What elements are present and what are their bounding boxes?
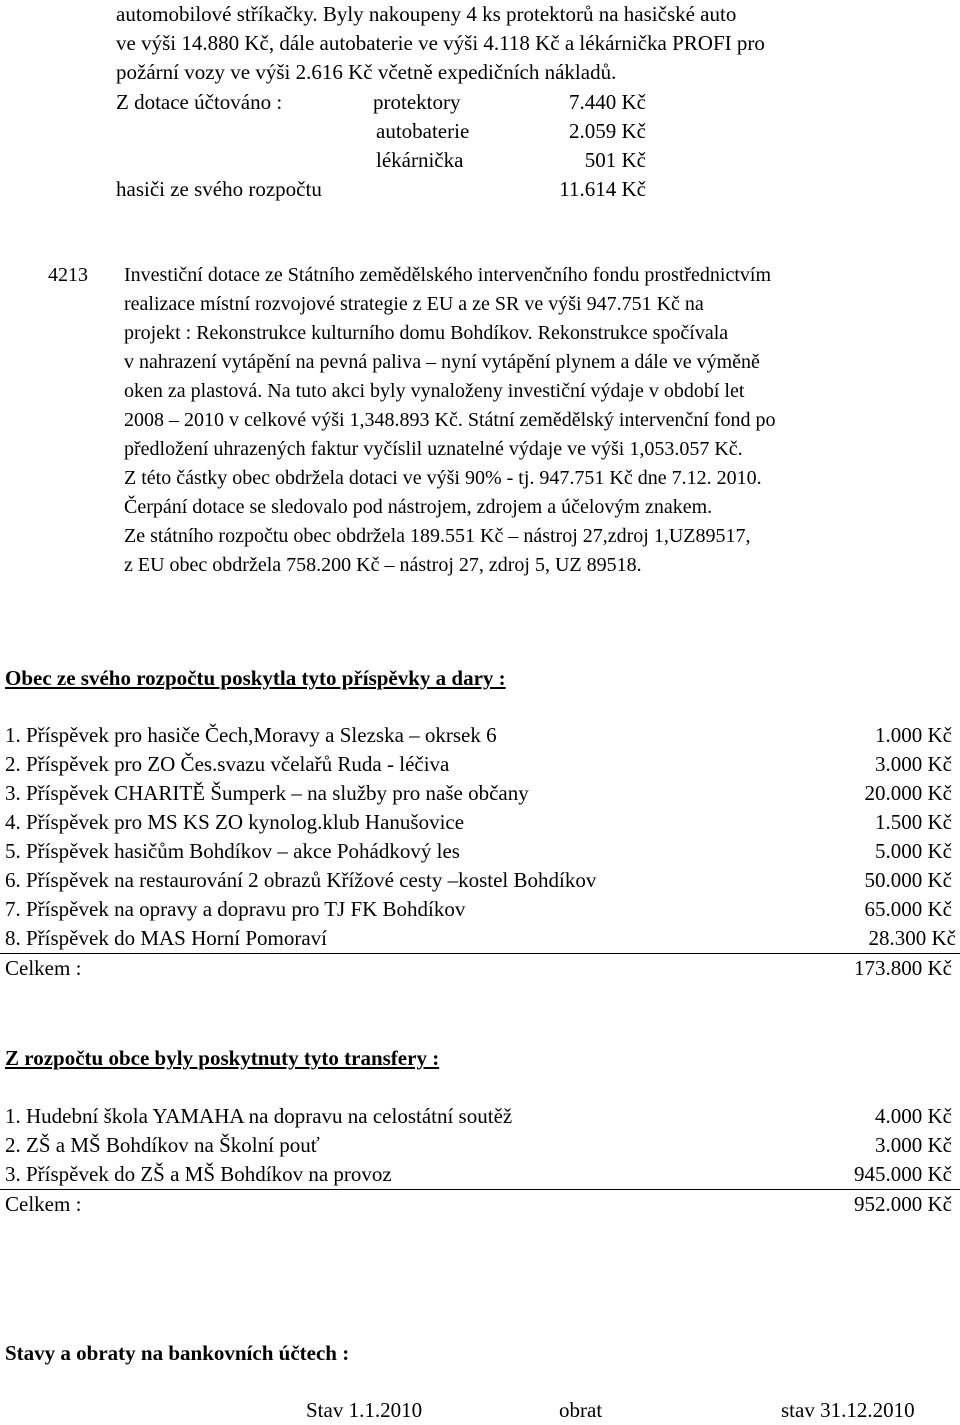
dotace-item-amount: 2.059 Kč [569,119,646,143]
section-4213-text [124,261,776,580]
item-label: 1. Příspěvek pro hasiče Čech,Moravy a Slezska – okrsek 6 [5,723,497,747]
section-line: Čerpání dotace se sledovalo pod nástrojem, zdrojem a účelovým znakem. [124,496,713,518]
section-line: realizace místní rozvojové strategie z EU a ze SR ve výši 947.751 Kč na [124,293,704,315]
item-amount: 65.000 Kč [864,897,952,921]
item-amount: 3.000 Kč [875,1133,952,1157]
item-label: 4. Příspěvek pro MS KS ZO kynolog.klub Hanušovice [5,810,465,834]
list-item [0,721,960,750]
bank-heading: Stavy a obraty na bankovních účtech : [5,1341,350,1365]
item-amount: 20.000 Kč [864,781,952,805]
list-item [0,866,960,895]
total-amount: 173.800 Kč [854,956,952,980]
list-item [0,895,960,924]
section-line: z EU obec obdržela 758.200 Kč – nástroj 27, zdroj 5, UZ 89518. [124,554,642,576]
list-item [0,837,960,866]
item-label: 5. Příspěvek hasičům Bohdíkov – akce Pohádkový les [5,839,460,863]
item-label: 2. Příspěvek pro ZO Čes.svazu včelařů Ruda - léčiva [5,752,450,776]
intro-line-3: požární vozy ve výši 2.616 Kč včetně expedičních nákladů. [116,60,617,84]
bank-column-header: obrat [559,1398,603,1422]
item-amount: 3.000 Kč [875,752,952,776]
section-line: Investiční dotace ze Státního zemědělského intervenčního fondu prostřednictvím [124,264,772,286]
list-item [0,1102,960,1131]
dotace-label: Z dotace účtováno : [116,90,283,114]
list-item [0,1131,960,1160]
item-amount: 50.000 Kč [864,868,952,892]
list-item [0,779,960,808]
total-label: Celkem : [5,956,82,980]
transfers-heading: Z rozpočtu obce byly poskytnuty tyto transfery : [5,1046,440,1070]
item-label: 8. Příspěvek do MAS Horní Pomoraví [5,926,327,950]
item-label: 1. Hudební škola YAMAHA na dopravu na celostátní soutěž [5,1104,513,1128]
intro-line-1: automobilové stříkačky. Byly nakoupeny 4 ks protektorů na hasičské auto [116,2,737,26]
total-label: Celkem : [5,1192,82,1216]
list-item [0,924,960,954]
section-line: Ze státního rozpočtu obec obdržela 189.551 Kč – nástroj 27,zdroj 1,UZ89517, [124,525,751,547]
dotace-item-amount: 7.440 Kč [569,90,646,114]
item-amount: 4.000 Kč [875,1104,952,1128]
total-amount: 952.000 Kč [854,1192,952,1216]
dotace-item-amount: 501 Kč [584,148,646,172]
list-item [0,808,960,837]
contributions-list [0,721,960,983]
item-label: 7. Příspěvek na opravy a dopravu pro TJ FK Bohdíkov [5,897,466,921]
item-label: 2. ZŠ a MŠ Bohdíkov na Školní pouť [5,1133,320,1157]
total-row [0,1190,960,1219]
item-label: 3. Příspěvek do ZŠ a MŠ Bohdíkov na provoz [5,1162,392,1186]
dotace-item-name: lékárnička [376,148,464,172]
total-row [0,954,960,983]
list-item [0,1160,960,1190]
section-line: projekt : Rekonstrukce kulturního domu Bohdíkov. Rekonstrukce spočívala [124,322,729,344]
bank-column-header: Stav 1.1.2010 [306,1398,423,1422]
section-line: předložení uhrazených faktur vyčíslil uznatelné výdaje ve výši 1,053.057 Kč. [124,438,743,460]
section-code: 4213 [48,264,88,286]
section-line: Z této částky obec obdržela dotaci ve výši 90% - tj. 947.751 Kč dne 7.12. 2010. [124,467,762,489]
dotace-item-name: protektory [373,90,461,114]
own-budget-amount: 11.614 Kč [559,177,646,201]
item-amount: 1.500 Kč [875,810,952,834]
dotace-item-name: autobaterie [376,119,470,143]
item-amount: 5.000 Kč [875,839,952,863]
section-line: 2008 – 2010 v celkové výši 1,348.893 Kč. Státní zemědělský intervenční fond po [124,409,776,431]
item-amount: 1.000 Kč [875,723,952,747]
item-label: 3. Příspěvek CHARITĚ Šumperk – na služby pro naše občany [5,781,529,805]
transfers-list [0,1102,960,1219]
intro-line-2: ve výši 14.880 Kč, dále autobaterie ve výši 4.118 Kč a lékárnička PROFI pro [116,31,765,55]
list-item [0,750,960,779]
item-label: 6. Příspěvek na restaurování 2 obrazů Křížové cesty –kostel Bohdíkov [5,868,597,892]
bank-column-header: stav 31.12.2010 [781,1398,915,1422]
section-line: oken za plastová. Na tuto akci byly vynaloženy investiční výdaje v období let [124,380,745,402]
contributions-heading: Obec ze svého rozpočtu poskytla tyto příspěvky a dary : [5,666,506,690]
own-budget-label: hasiči ze svého rozpočtu [116,177,322,201]
item-amount: 28.300 Kč [868,926,956,950]
item-amount: 945.000 Kč [854,1162,952,1186]
section-line: v nahrazení vytápění na pevná paliva – nyní vytápění plynem a dále ve výměně [124,351,760,373]
